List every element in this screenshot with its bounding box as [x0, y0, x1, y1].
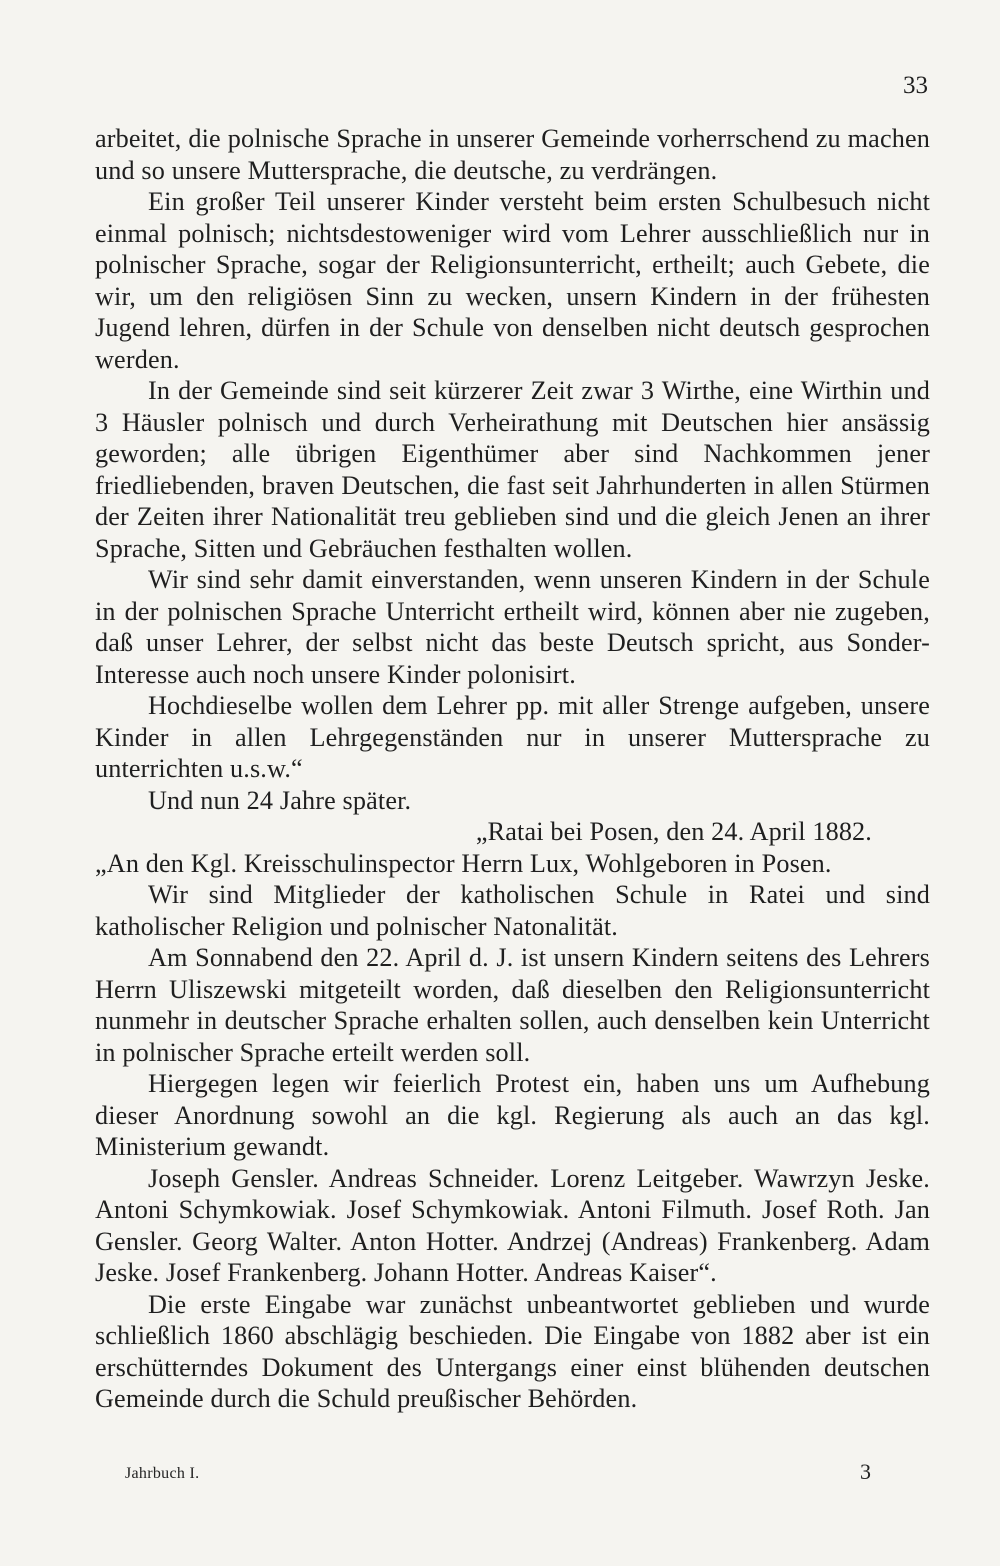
paragraph: Hiergegen legen wir feierlich Protest ein, haben uns um Aufhebung dieser Anordnung sowohl an die kgl. Regierung als auch an das kgl. Ministerium gewandt. [95, 1069, 930, 1161]
signatories: Joseph Gensler. Andreas Schneider. Lorenz Leitgeber. Wawrzyn Jeske. Antoni Schymkowiak. Josef Schymkowiak. Antoni Filmuth. Josef Roth. Jan Gensler. Georg Walter. Anton Hotter. Andrzej (Andreas) Frankenberg. Adam Jeske. Josef Frankenberg. Johann Hotter. Andreas Kaiser“. [95, 1163, 930, 1287]
paragraph: Ein großer Teil unserer Kinder versteht beim ersten Schulbesuch nicht einmal polnisch; nichtsdestoweniger wird vom Lehrer ausschließlich nur in polnischer Sprache, sogar der Religionsunterricht, ertheilt; auch Gebete, die wir, um den religiösen Sinn zu wecken, unsern Kindern in der frühesten Jugend lehren, dürfen in der Schule von denselben nicht deutsch gesprochen werden. [95, 187, 930, 374]
paragraph: In der Gemeinde sind seit kürzerer Zeit zwar 3 Wirthe, eine Wirthin und 3 Häusler polnisch und durch Verheirathung mit Deutschen hier ansässig geworden; alle übrigen Eigenthümer aber sind Nachkommen jener friedliebenden, braven Deutschen, die fast seit Jahrhunderten in allen Stürmen der Zeiten ihrer Nationalität treu geblieben sind und die gleich Jenen an ihrer Sprache, Sitten und Gebräuchen festhalten wollen. [95, 376, 930, 563]
letter-address: „An den Kgl. Kreisschulinspector Herrn Lux, Wohlgeboren in Posen. [95, 848, 832, 878]
page-number: 33 [903, 72, 928, 99]
paragraph: Und nun 24 Jahre später. [148, 785, 412, 815]
letter-dateline: „Ratai bei Posen, den 24. April 1882. [475, 817, 872, 846]
body-text [95, 123, 930, 1415]
paragraph: Hochdieselbe wollen dem Lehrer pp. mit aller Strenge aufgeben, unsere Kinder in allen Lehrgegenständen nur in unserer Muttersprache zu unterrichten u.s.w.“ [95, 691, 930, 783]
paragraph: Am Sonnabend den 22. April d. J. ist unsern Kindern seitens des Lehrers Herrn Uliszewski mitgeteilt worden, daß dieselben den Religionsunterricht nunmehr in deutscher Sprache erhalten sollen, auch denselben kein Unterricht in polnischer Sprache erteilt werden soll. [95, 943, 930, 1067]
footer-signature: Jahrbuch I. [125, 1465, 200, 1482]
footer-sheet-number: 3 [860, 1459, 871, 1484]
paragraph-continuation: arbeitet, die polnische Sprache in unserer Gemeinde vorherrschend zu machen und so unsere Muttersprache, die deutsche, zu verdrängen. [95, 124, 930, 185]
paragraph: Wir sind Mitglieder der katholischen Schule in Ratei und sind katholischer Religion und polnischer Natonalität. [95, 880, 930, 941]
paragraph: Die erste Eingabe war zunächst unbeantwortet geblieben und wurde schließlich 1860 abschlägig beschieden. Die Eingabe von 1882 aber ist ein erschütterndes Dokument des Untergangs einer einst blühenden deutschen Gemeinde durch die Schuld preußischer Behörden. [95, 1289, 930, 1413]
paragraph: Wir sind sehr damit einverstanden, wenn unseren Kindern in der Schule in der polnischen Sprache Unterricht ertheilt wird, können aber nie zugeben, daß unser Lehrer, der selbst nicht das beste Deutsch spricht, aus Sonder-Interesse auch noch unsere Kinder polonisirt. [95, 565, 930, 689]
